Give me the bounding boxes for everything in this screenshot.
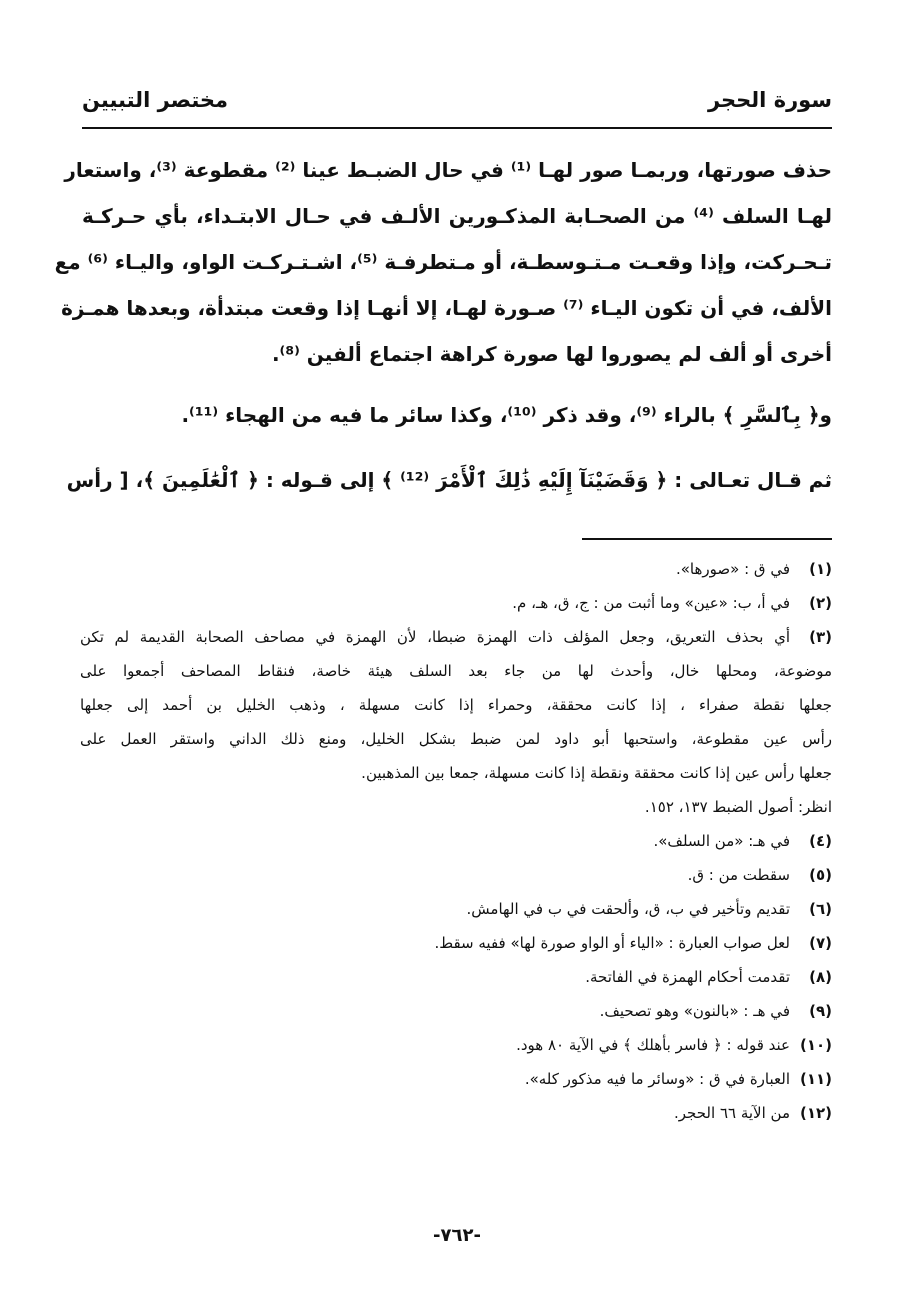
footnote-text: [80, 620, 832, 824]
header-rule: [82, 127, 832, 129]
footnote-line: انظر: أصول الضبط ١٣٧، ١٥٢.: [644, 798, 832, 816]
main-paragraph-line: أخرى أو ألف لم يصوروا لها صورة كراهة اجتماع ألفين ⁽⁸⁾.: [271, 342, 832, 366]
main-paragraph-line: حذف صورتها، وربمـا صور لهـا ⁽¹⁾ في حال الضبـط عينا ⁽²⁾ مقطوعة ⁽³⁾، واستعار: [64, 158, 832, 182]
footnote-number: (١١): [799, 1070, 832, 1088]
footnote-line: أي بحذف التعريق، وجعل المؤلف ذات الهمزة ضبطا، لأن الهمزة في مصاحف الصحابة القديمة لم تكن: [80, 628, 790, 646]
footnote-text: في هـ: «من السلف».: [653, 832, 790, 850]
footnote-text: تقدمت أحكام الهمزة في الفاتحة.: [585, 968, 790, 986]
footnote-number: (٣): [809, 628, 832, 646]
footnote-number: (٨): [809, 968, 832, 986]
footnote-text: في هـ : «بالنون» وهو تصحيف.: [599, 1002, 790, 1020]
footnote-item: [80, 620, 832, 824]
main-paragraph: [54, 147, 832, 377]
footnote-item: [80, 586, 832, 620]
footnote-line: جعلها رأس عين إذا كانت محققة ونقطة إذا كانت مسهلة، جمعا بين المذهبين.: [361, 764, 832, 782]
footnote-text: لعل صواب العبارة : «الياء أو الواو صورة لها» ففيه سقط.: [434, 934, 790, 952]
footnote-item: [80, 858, 832, 892]
main-paragraph-line: تـحـركت، وإذا وقعـت مـتـوسطـة، أو مـتطرفـة ⁽⁵⁾، اشـتـركـت الواو، واليـاء ⁽⁶⁾ مع: [54, 250, 832, 274]
footnote-number: (٦): [809, 900, 832, 918]
footnote-separator: [582, 538, 832, 540]
footnote-line: رأس عين مقطوعة، واستحبها أبو داود لمن ضبط بشكل الخليل، ومنع ذلك الداني واستقر العمل على: [80, 730, 832, 748]
footnote-item: [80, 1096, 832, 1130]
running-header-surah: سورة الحجر: [707, 88, 832, 112]
footnote-item: [80, 824, 832, 858]
footnote-number: (٤): [809, 832, 832, 850]
footnote-item: [80, 1062, 832, 1096]
footnote-line: جعلها نقطة صفراء ، إذا كانت محققة، وحمراء إذا كانت مسهلة ، وذهب الخليل بن أحمد إلى جعلها: [80, 696, 832, 714]
footnote-item: [80, 960, 832, 994]
footnote-number: (١٠): [799, 1036, 832, 1054]
running-header-book: مختصر التبيين: [82, 88, 229, 112]
footnote-item: [80, 1028, 832, 1062]
footnote-line: موضوعة، ومحلها خال، وأحدث لها من جاء بعد السلف هيئة خاصة، فنقاط المصاحف أجمعوا على: [80, 662, 832, 680]
main-paragraph-line: لهـا السلف ⁽⁴⁾ من الصحـابة المذكـورين الألـف في حـال الابتـداء، بأي حـركـة: [82, 204, 832, 228]
paragraph-bialsr: و﴿ بِٱلسَّرِ ﴾ بالراء ⁽⁹⁾، وقد ذكر ⁽¹⁰⁾، وكذا سائر ما فيه من الهجاء ⁽¹¹⁾.: [181, 403, 832, 427]
footnote-number: (٢): [809, 594, 832, 612]
footnote-item: [80, 552, 832, 586]
footnote-item: [80, 892, 832, 926]
footnote-text: عند قوله : ﴿ فاسر بأهلك ﴾ في الآية ٨٠ هود.: [516, 1036, 790, 1054]
footnote-item: [80, 926, 832, 960]
footnote-number: (١): [809, 560, 832, 578]
footnote-text: العبارة في ق : «وسائر ما فيه مذكور كله».: [524, 1070, 790, 1088]
footnotes: [80, 552, 832, 1130]
main-paragraph-line: الألف، في أن تكون اليـاء ⁽⁷⁾ صـورة لهـا، إلا أنهـا إذا وقعت مبتدأة، وبعدها همـزة: [61, 296, 832, 320]
footnote-item: [80, 994, 832, 1028]
footnote-number: (٥): [809, 866, 832, 884]
footnote-text: في ق : «صورها».: [675, 560, 790, 578]
footnote-number: (٧): [809, 934, 832, 952]
paragraph-verse: ثم قـال تعـالى : ﴿ وَقَضَيْنَآ إِلَيْهِ ذَٰلِكَ ٱلْأَمْرَ ⁽¹²⁾ ﴾ إلى قـوله : ﴿ ٱلْعَٰلَمِينَ ﴾، [ رأس: [66, 468, 832, 492]
footnote-number: (٩): [809, 1002, 832, 1020]
footnote-text: تقديم وتأخير في ب، ق، وألحقت في ب في الهامش.: [466, 900, 790, 918]
footnote-text: في أ، ب: «عين» وما أثبت من : ج، ق، هـ، م.: [512, 594, 790, 612]
footnote-text: من الآية ٦٦ الحجر.: [674, 1104, 790, 1122]
page-number: -٧٦٢-: [433, 1225, 481, 1246]
footnote-number: (١٢): [799, 1104, 832, 1122]
footnote-text: سقطت من : ق.: [687, 866, 790, 884]
